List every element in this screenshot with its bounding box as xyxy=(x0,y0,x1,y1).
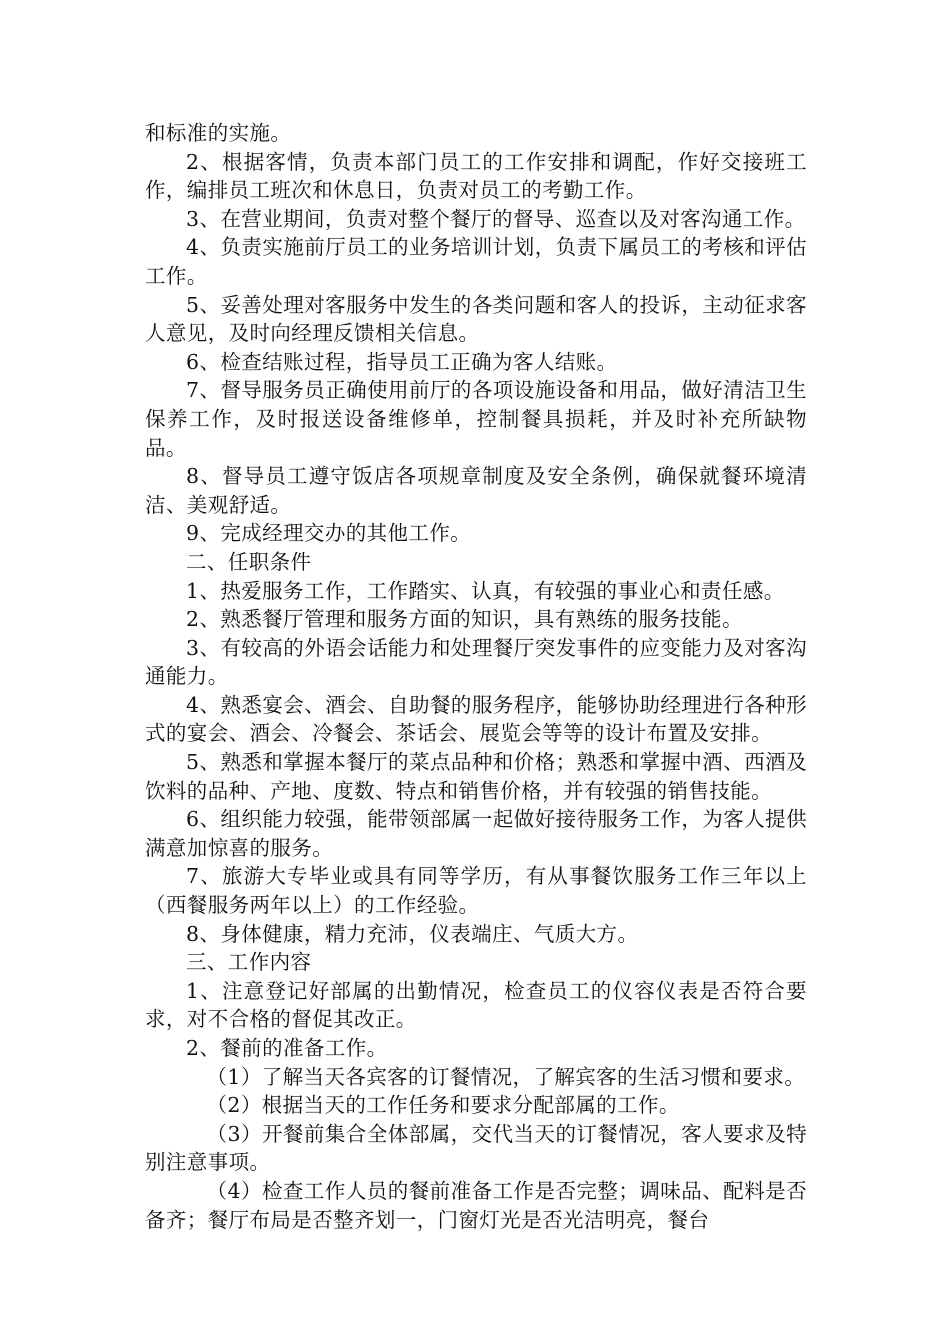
work-subitem-2: （2）根据当天的工作任务和要求分配部属的工作。 xyxy=(206,1093,680,1118)
work-item-1: 1、注意登记好部属的出勤情况，检查员工的仪容仪表是否符合要求，对不合格的督促其改正。 xyxy=(145,978,807,1032)
work-item-2: 2、餐前的准备工作。 xyxy=(186,1036,388,1060)
qualification-item-7: 7、旅游大专毕业或具有同等学历，有从事餐饮服务工作三年以上（西餐服务两年以上）的工作经验。 xyxy=(145,864,807,918)
work-subitem-4: （4）检查工作人员的餐前准备工作是否完整；调味品、配料是否备齐；餐厅布局是否整齐划一，门窗灯光是否光洁明亮，餐台 xyxy=(145,1178,807,1232)
paragraph-continuation: 和标准的实施。 xyxy=(145,121,292,145)
paragraph-item-5: 5、妥善处理对客服务中发生的各类问题和客人的投诉，主动征求客人意见，及时向经理反馈相关信息。 xyxy=(145,292,807,346)
paragraph-item-9: 9、完成经理交办的其他工作。 xyxy=(186,521,472,546)
qualification-item-2: 2、熟悉餐厅管理和服务方面的知识，具有熟练的服务技能。 xyxy=(186,607,743,632)
document-page xyxy=(145,119,807,1234)
qualification-item-8: 8、身体健康，精力充沛，仪表端庄、气质大方。 xyxy=(186,921,639,946)
paragraph-item-8: 8、督导员工遵守饭店各项规章制度及安全条例，确保就餐环境清洁、美观舒适。 xyxy=(145,464,807,517)
section-heading-qualifications: 二、任职条件 xyxy=(186,549,312,574)
qualification-item-4: 4、熟悉宴会、酒会、自助餐的服务程序，能够协助经理进行各种形式的宴会、酒会、冷餐会、茶话会、展览会等等的设计布置及安排。 xyxy=(145,692,807,746)
qualification-item-3: 3、有较高的外语会话能力和处理餐厅突发事件的应变能力及对客沟通能力。 xyxy=(145,635,807,689)
qualification-item-5: 5、熟悉和掌握本餐厅的菜点品种和价格；熟悉和掌握中酒、西酒及饮料的品种、产地、度数、特点和销售价格，并有较强的销售技能。 xyxy=(145,750,807,803)
qualification-item-1: 1、热爱服务工作，工作踏实、认真，有较强的事业心和责任感。 xyxy=(186,578,785,603)
paragraph-item-3: 3、在营业期间，负责对整个餐厅的督导、巡查以及对客沟通工作。 xyxy=(186,206,806,231)
paragraph-item-4: 4、负责实施前厅员工的业务培训计划，负责下属员工的考核和评估工作。 xyxy=(145,235,807,288)
paragraph-item-7: 7、督导服务员正确使用前厅的各项设施设备和用品，做好清洁卫生保养工作，及时报送设备维修单，控制餐具损耗，并及时补充所缺物品。 xyxy=(145,378,807,460)
qualification-item-6: 6、组织能力较强，能带领部属一起做好接待服务工作，为客人提供满意加惊喜的服务。 xyxy=(145,807,807,860)
section-heading-work-content: 三、工作内容 xyxy=(186,950,312,975)
paragraph-item-6: 6、检查结账过程，指导员工正确为客人结账。 xyxy=(186,349,618,374)
paragraph-item-2: 2、根据客情，负责本部门员工的工作安排和调配，作好交接班工作，编排员工班次和休息日，负责对员工的考勤工作。 xyxy=(145,149,807,203)
work-subitem-1: （1）了解当天各宾客的订餐情况，了解宾客的生活习惯和要求。 xyxy=(206,1064,806,1089)
work-subitem-3: （3）开餐前集合全体部属，交代当天的订餐情况，客人要求及特别注意事项。 xyxy=(145,1121,807,1175)
